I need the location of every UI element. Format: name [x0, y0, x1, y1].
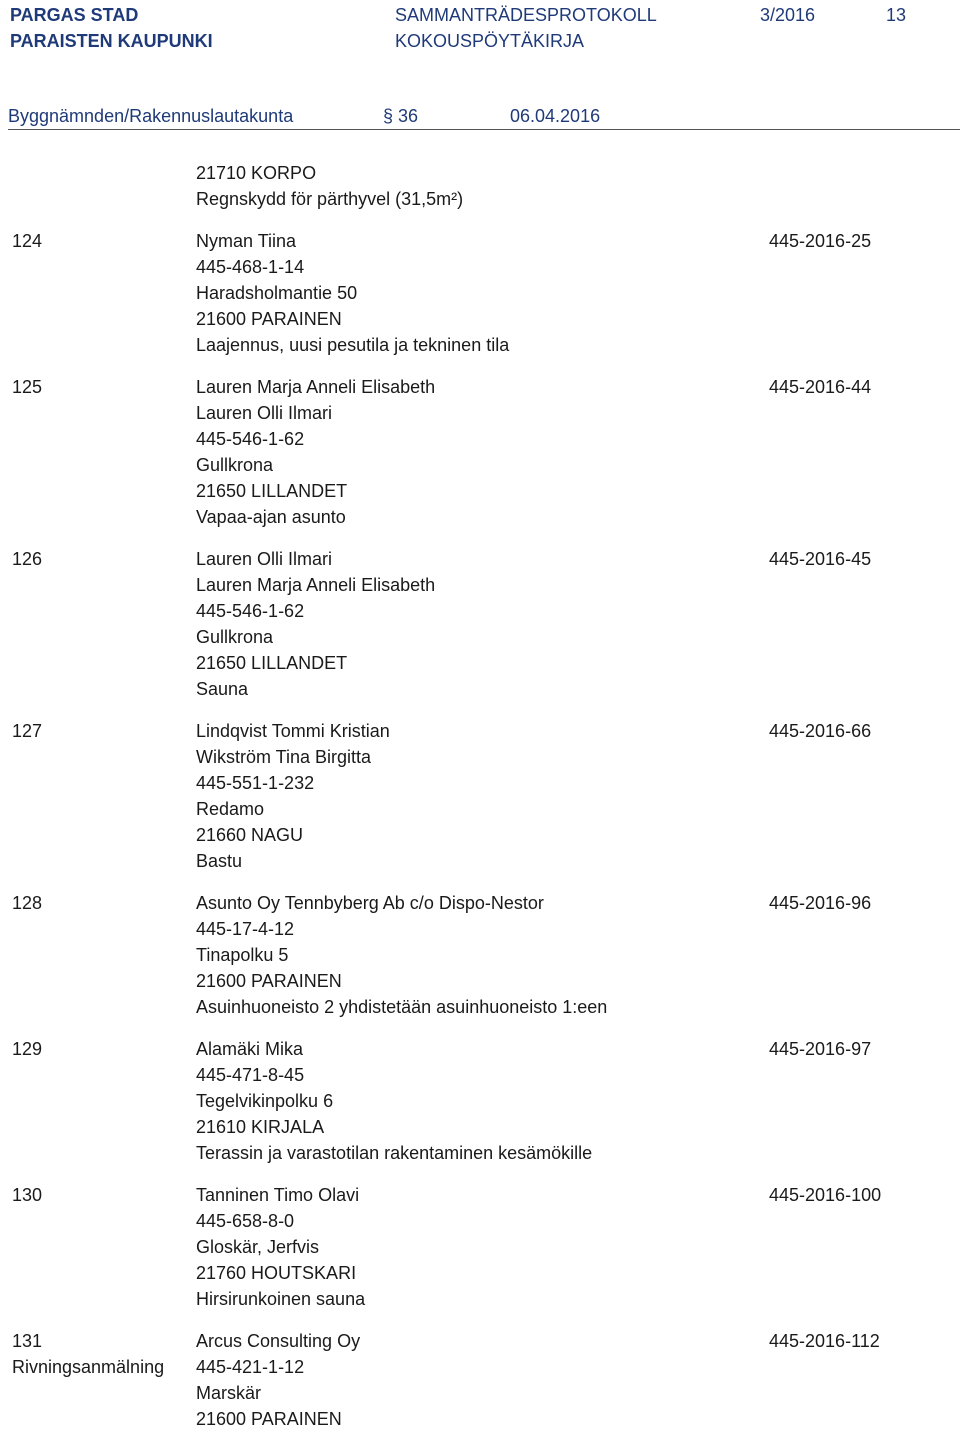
- entry-number-note: Rivningsanmälning: [12, 1357, 165, 1377]
- entry-124: [0, 228, 960, 358]
- entry-130: [0, 1182, 960, 1312]
- entry-line: 21600 PARAINEN: [196, 309, 342, 329]
- entry-126: [0, 546, 960, 702]
- entry-line: 445-546-1-62: [196, 601, 305, 621]
- entry-number: 130: [12, 1185, 43, 1205]
- entry-131: [0, 1328, 960, 1432]
- entry-line: 445-658-8-0: [196, 1211, 295, 1231]
- entry-line: Asuinhuoneisto 2 yhdistetään asuinhuoneisto 1:een: [196, 997, 608, 1017]
- entry-reference: 445-2016-97: [769, 1039, 872, 1059]
- entry-reference: 445-2016-25: [769, 231, 872, 251]
- entry-number: 128: [12, 893, 43, 913]
- entry-line: 21600 PARAINEN: [196, 971, 342, 991]
- organization-name: [10, 2, 213, 54]
- entry-reference: 445-2016-96: [769, 893, 872, 913]
- entry-line: Laajennus, uusi pesutila ja tekninen tila: [196, 335, 510, 355]
- entry-details: [196, 890, 756, 1020]
- intro-lines: [196, 160, 756, 212]
- entry-line: Asunto Oy Tennbyberg Ab c/o Dispo-Nestor: [196, 893, 544, 913]
- entry-line: Lindqvist Tommi Kristian: [196, 721, 390, 741]
- entry-line: Redamo: [196, 799, 265, 819]
- entry-127: [0, 718, 960, 874]
- board-name: Byggnämnden/Rakennuslautakunta: [8, 106, 294, 126]
- entry-reference: 445-2016-112: [769, 1331, 880, 1351]
- entry-line: Hirsirunkoinen sauna: [196, 1289, 366, 1309]
- entry-number: 129: [12, 1039, 43, 1059]
- entry-128: [0, 890, 960, 1020]
- entry-line: 445-551-1-232: [196, 773, 315, 793]
- entry-line: Sauna: [196, 679, 249, 699]
- entry-line: 445-471-8-45: [196, 1065, 305, 1085]
- entry-line: 21600 PARAINEN: [196, 1409, 342, 1429]
- document-body: [0, 160, 960, 1448]
- entry-line: Lauren Olli Ilmari: [196, 403, 333, 423]
- entry-line: Gullkrona: [196, 627, 274, 647]
- entry-line: 21610 KIRJALA: [196, 1117, 325, 1137]
- entry-line: Gloskär, Jerfvis: [196, 1237, 320, 1257]
- entry-number-value: 131: [12, 1331, 43, 1351]
- entry-line: 21760 HOUTSKARI: [196, 1263, 357, 1283]
- entry-line: Arcus Consulting Oy: [196, 1331, 361, 1351]
- entry-number: 124: [12, 231, 43, 251]
- entry-line: Nyman Tiina: [196, 231, 297, 251]
- entry-number: 126: [12, 549, 43, 569]
- org-name-finnish: PARAISTEN KAUPUNKI: [10, 31, 213, 51]
- entry-line: 445-17-4-12: [196, 919, 295, 939]
- entry-line: 445-421-1-12: [196, 1357, 305, 1377]
- entry-line: Lauren Marja Anneli Elisabeth: [196, 377, 436, 397]
- document-type-swedish: SAMMANTRÄDESPROTOKOLL: [395, 5, 657, 25]
- entry-line: 445-546-1-62: [196, 429, 305, 449]
- entry-line: Tegelvikinpolku 6: [196, 1091, 334, 1111]
- entry-line: 21650 LILLANDET: [196, 481, 348, 501]
- entry-details: [196, 1036, 756, 1166]
- entry-line: Haradsholmantie 50: [196, 283, 358, 303]
- entry-line: 21650 LILLANDET: [196, 653, 348, 673]
- entry-line: 21660 NAGU: [196, 825, 304, 845]
- intro-line: Regnskydd för pärthyvel (31,5m²): [196, 189, 464, 209]
- meeting-number: 3/2016: [760, 5, 816, 25]
- entry-line: Lauren Marja Anneli Elisabeth: [196, 575, 436, 595]
- entry-details: [196, 228, 756, 358]
- intro-line: 21710 KORPO: [196, 163, 317, 183]
- entry-reference: 445-2016-66: [769, 721, 872, 741]
- entry-details: [196, 546, 756, 702]
- meeting-date: 06.04.2016: [510, 106, 601, 126]
- entry-reference: 445-2016-44: [769, 377, 872, 397]
- entry-number: [12, 1328, 192, 1380]
- entry-line: Gullkrona: [196, 455, 274, 475]
- entry-129: [0, 1036, 960, 1166]
- entry-number: 125: [12, 377, 43, 397]
- entry-line: Bastu: [196, 851, 243, 871]
- entry-line: Wikström Tina Birgitta: [196, 747, 372, 767]
- entry-details: [196, 1182, 756, 1312]
- paragraph-number: § 36: [383, 106, 419, 126]
- entry-line: Lauren Olli Ilmari: [196, 549, 333, 569]
- entry-line: Tanninen Timo Olavi: [196, 1185, 360, 1205]
- board-line: [0, 105, 960, 129]
- document-type: [395, 2, 657, 54]
- entry-line: Alamäki Mika: [196, 1039, 304, 1059]
- entry-details: [196, 1328, 756, 1432]
- intro-entry: [0, 160, 960, 212]
- entry-number: 127: [12, 721, 43, 741]
- entry-125: [0, 374, 960, 530]
- entry-line: Tinapolku 5: [196, 945, 289, 965]
- entry-line: Marskär: [196, 1383, 262, 1403]
- entry-line: Vapaa-ajan asunto: [196, 507, 346, 527]
- document-type-finnish: KOKOUSPÖYTÄKIRJA: [395, 31, 585, 51]
- entry-line: Terassin ja varastotilan rakentaminen kesämökille: [196, 1143, 593, 1163]
- entry-line: 445-468-1-14: [196, 257, 305, 277]
- entry-reference: 445-2016-100: [769, 1185, 882, 1205]
- entry-reference: 445-2016-45: [769, 549, 872, 569]
- entry-details: [196, 374, 756, 530]
- header-divider: [8, 129, 960, 130]
- org-name-swedish: PARGAS STAD: [10, 5, 139, 25]
- page-number: 13: [886, 5, 907, 25]
- entry-details: [196, 718, 756, 874]
